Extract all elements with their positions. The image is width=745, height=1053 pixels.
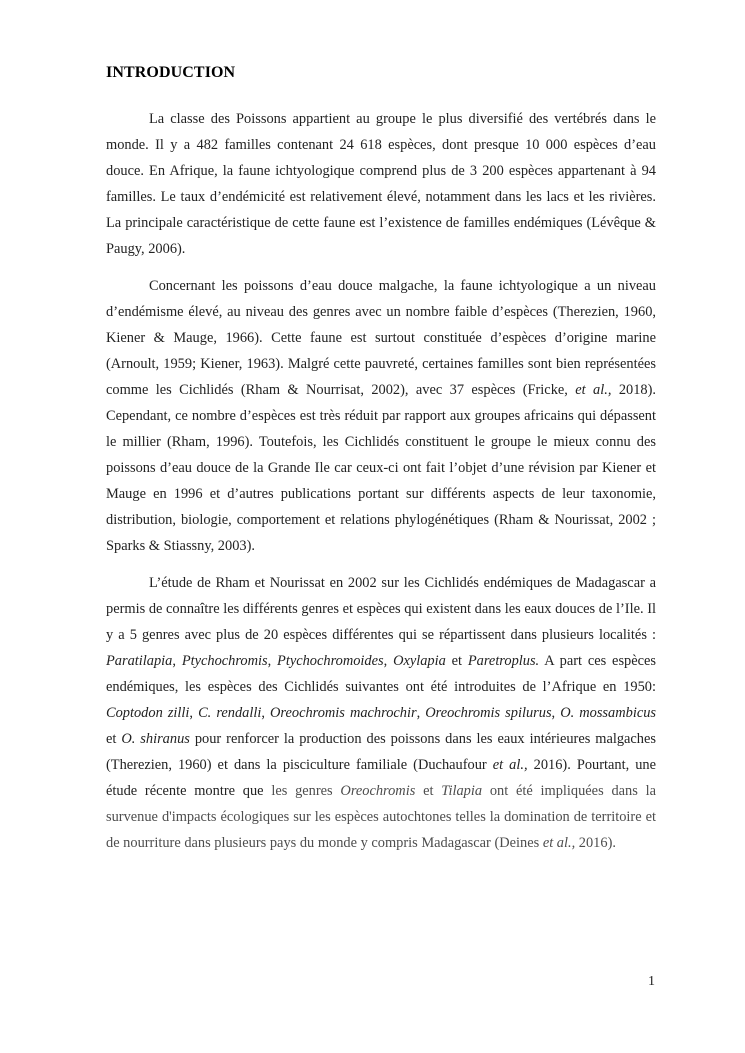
p3-gray-text-3: 2016). (575, 835, 616, 851)
p2-text-2: 2018). Cependant, ce nombre d’espèces est très réduit par rapport aux groupes africains qui dépassent le millier (Rham, 1996). Toutefois, les Cichlidés constituent le groupe le mieux connu des poissons d’eau douce de la Grande Ile car ceux-ci ont fait l’objet d’une révision par Kiener et Mauge en 1996 et d’autres publications portant sur différents aspects de leur taxonomie, distribution, biologie, comportement et relations phylogénétiques (Rham & Nourissat, 2002 ; Sparks & Stiassny, 2003). (106, 382, 656, 554)
p2-text-1: Concernant les poissons d’eau douce malgache, la faune ichtyologique a un niveau d’endémisme élevé, au niveau des genres avec un nombre faible d’espèces (Therezien, 1960, Kiener & Mauge, 1966). Cette faune est surtout constituée d’espèces d’origine marine (Arnoult, 1959; Kiener, 1963). Malgré cette pauvreté, certaines familles sont bien représentées comme les Cichlidés (Rham & Nourrisat, 2002), avec 37 espèces (Fricke, (106, 278, 656, 398)
paragraph-2 (106, 273, 656, 559)
p3-sep: , (172, 653, 182, 669)
p3-text-4: 2016). Pourtant, une étude récente montre que (106, 757, 657, 799)
species-oreochromis-machrochir: Oreochromis machrochir (270, 705, 417, 721)
p3-sep: et (106, 731, 122, 747)
genus-ptychochromis: Ptychochromis (181, 653, 268, 669)
species-c-rendalli: C. rendalli (198, 705, 262, 721)
p3-sep: , (261, 705, 271, 721)
p3-text-2: A part ces espèces endémiques, les espèces des Cichlidés suivantes ont été introduites de l’Afrique en 1950: (106, 653, 656, 695)
page-number: 1 (648, 974, 655, 989)
p3-sep: , (267, 653, 278, 669)
p3-sep: , (416, 705, 426, 721)
p3-et-al-2: et al., (542, 835, 576, 851)
paragraph-3 (106, 570, 656, 856)
p3-text-1: L’étude de Rham et Nourissat en 2002 sur les Cichlidés endémiques de Madagascar a permis de connaître les différents genres et espèces qui existent dans les eaux douces de l’Ile. Il y a 5 genres avec plus de 20 espèces différentes qui se répartissent dans plusieurs localités : (106, 575, 656, 643)
p3-sep: et (445, 653, 468, 669)
species-oreochromis-spilurus: Oreochromis spilurus (425, 705, 552, 721)
p3-gray-text-1: les genres (271, 783, 341, 799)
p2-et-al: et al., (575, 382, 612, 398)
p3-sep: , (189, 705, 199, 721)
p3-sep: , (551, 705, 561, 721)
genus-paratilapia: Paratilapia (106, 653, 173, 669)
paragraph-1 (106, 106, 656, 262)
p3-gray-text-2: ont été impliquées dans la survenue d'impacts écologiques sur les espèces autochtones telles la domination de territoire et de nourriture dans plusieurs pays du monde y compris Madagascar (Deines (106, 783, 656, 851)
p3-text-3: pour renforcer la production des poissons dans les eaux intérieures malgaches (Therezien, 1960) et dans la pisciculture familiale (Duchaufour (106, 731, 656, 773)
genus-oxylapia: Oxylapia (393, 653, 446, 669)
p1-text: La classe des Poissons appartient au groupe le plus diversifié des vertébrés dans le monde. Il y a 482 familles contenant 24 618 espèces, dont presque 10 000 espèces d’eau douce. En Afrique, la faune ichtyologique comprend plus de 3 200 espèces appartenant à 94 familles. Le taux d’endémicité est relativement élevé, notamment dans les lacs et les rivières. La principale caractéristique de cette faune est l’existence de familles endémiques (Lévêque & Paugy, 2006). (106, 111, 656, 257)
p3-et-al-1: et al., (492, 757, 528, 773)
p3-sep: et (415, 783, 442, 799)
genus-tilapia: Tilapia (441, 783, 483, 799)
species-coptodon-zilli: Coptodon zilli (106, 705, 190, 721)
genus-oreochromis: Oreochromis (340, 783, 416, 799)
genus-ptychochromoides: Ptychochromoides (277, 653, 384, 669)
p3-sep: , (383, 653, 394, 669)
section-heading: INTRODUCTION (106, 64, 236, 81)
species-o-mossambicus: O. mossambicus (560, 705, 656, 721)
species-o-shiranus: O. shiranus (121, 731, 190, 747)
genus-paretroplus: Paretroplus. (467, 653, 540, 669)
